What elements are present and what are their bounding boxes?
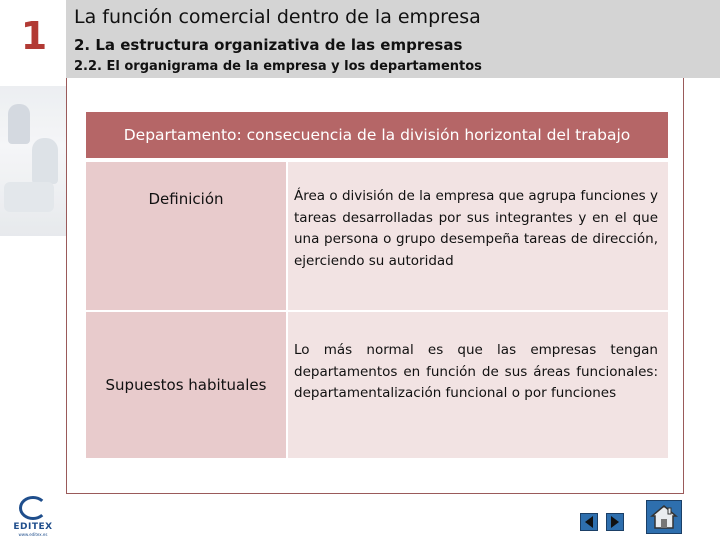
photo-figure bbox=[32, 138, 58, 184]
row-text: Área o división de la empresa que agrupa funciones y tareas desarrolladas por sus integrantes y en el que una persona o grupo desempeña tareas de dirección, ejerciendo su autoridad bbox=[288, 162, 668, 310]
definition-table bbox=[86, 112, 668, 458]
row-text: Lo más normal es que las empresas tengan departamentos en función de sus áreas funcionales: departamentalización funcional o por funciones bbox=[288, 312, 668, 458]
table-row bbox=[86, 312, 668, 458]
row-label: Supuestos habituales bbox=[86, 312, 286, 458]
arrow-right-icon bbox=[610, 516, 620, 528]
office-photo bbox=[0, 86, 66, 236]
section-title: 2. La estructura organizativa de las empresas bbox=[74, 36, 463, 54]
row-label: Definición bbox=[86, 162, 286, 310]
home-icon bbox=[650, 504, 678, 530]
logo-text: EDITEX bbox=[13, 522, 53, 532]
header bbox=[66, 0, 720, 78]
table-row bbox=[86, 162, 668, 310]
next-button[interactable] bbox=[606, 513, 624, 531]
photo-figure bbox=[4, 182, 54, 212]
table-heading: Departamento: consecuencia de la división horizontal del trabajo bbox=[86, 112, 668, 160]
subsection-title: 2.2. El organigrama de la empresa y los departamentos bbox=[74, 59, 482, 74]
editex-logo bbox=[10, 496, 56, 536]
arrow-left-icon bbox=[584, 516, 594, 528]
unit-number: 1 bbox=[20, 14, 48, 58]
prev-button[interactable] bbox=[580, 513, 598, 531]
left-panel bbox=[0, 0, 66, 540]
logo-mark-icon bbox=[19, 496, 47, 520]
page-title: La función comercial dentro de la empresa bbox=[74, 6, 481, 28]
logo-url: www.editex.es bbox=[18, 532, 48, 537]
home-button[interactable] bbox=[646, 500, 682, 534]
photo-figure bbox=[8, 104, 30, 144]
